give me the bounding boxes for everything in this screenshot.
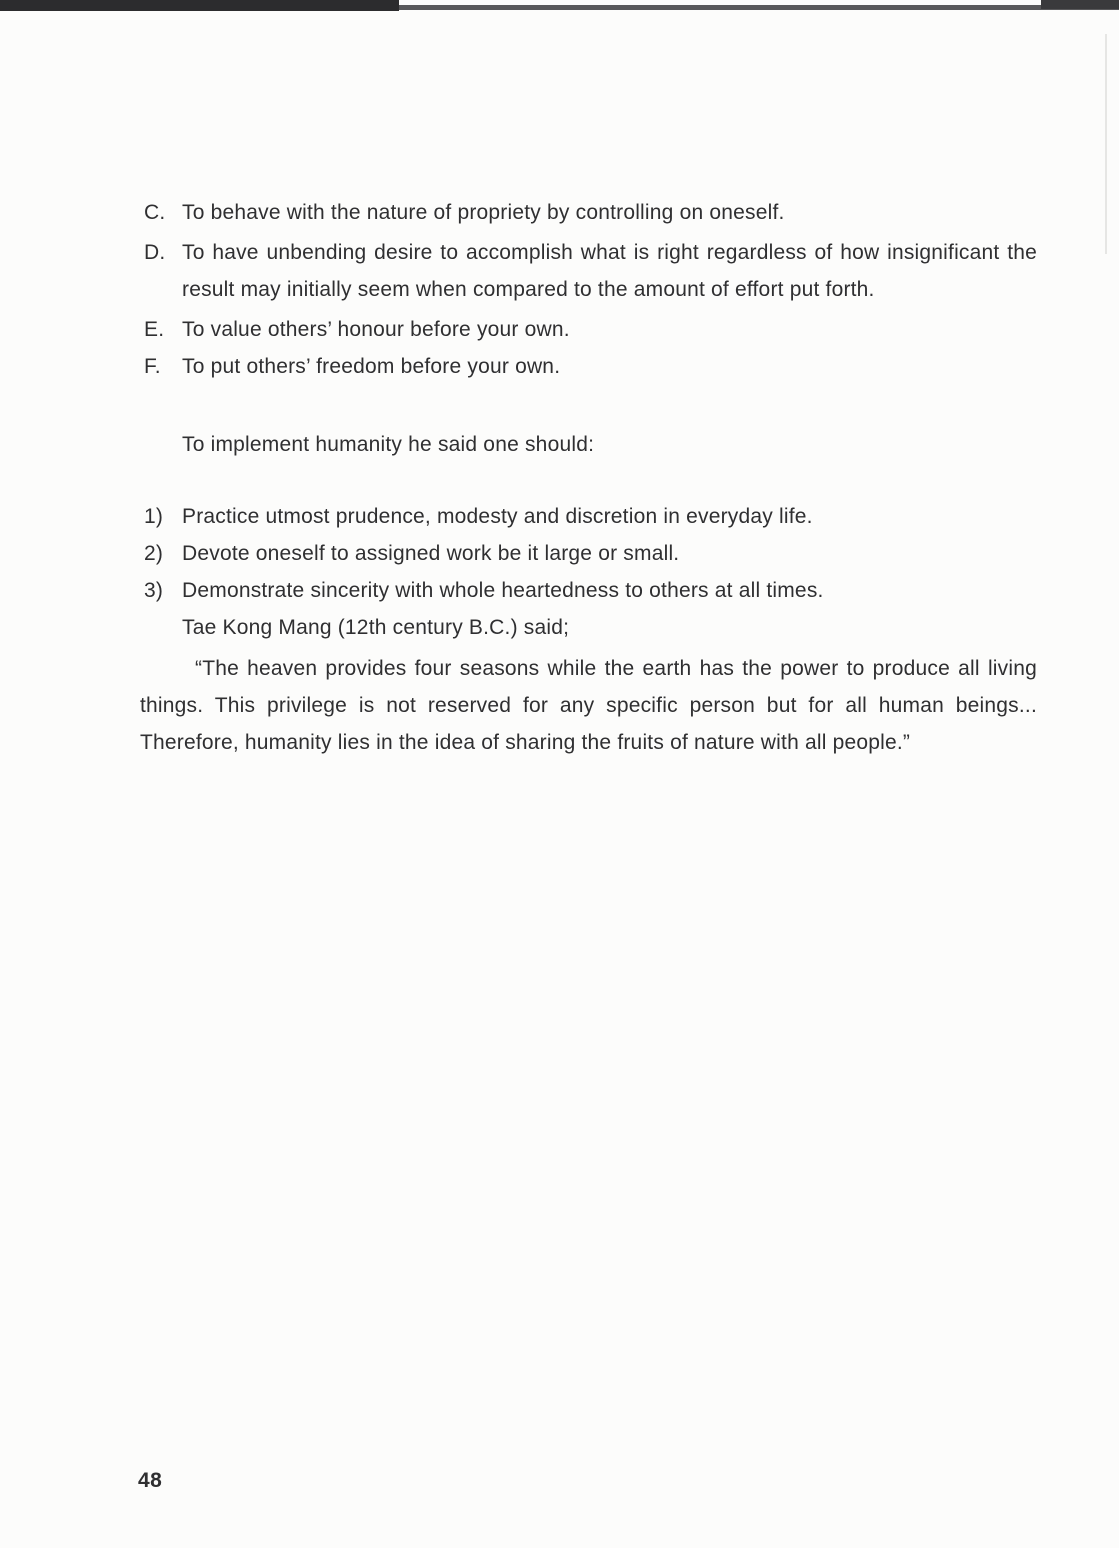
lettered-item-d (140, 234, 1037, 308)
intro-line: To implement humanity he said one should: (182, 433, 595, 456)
item-text: To have unbending desire to accomplish what is right regardless of how insignificant the result may initially seem when compared to the amount of effort put forth. (182, 241, 1037, 301)
item-text: Devote oneself to assigned work be it large or small. (182, 542, 680, 565)
page-content (140, 194, 1037, 761)
item-label: 3) (144, 579, 164, 602)
scan-artifact-right-edge-line (1105, 34, 1107, 254)
item-text: Practice utmost prudence, modesty and discretion in everyday life. (182, 505, 813, 528)
item-label: D. (144, 241, 166, 264)
item-text: Demonstrate sincerity with whole heartedness to others at all times. (182, 579, 824, 602)
item-label: 2) (144, 542, 164, 565)
numbered-list (140, 498, 1037, 646)
page-number: 48 (138, 1469, 163, 1492)
item-label: C. (144, 201, 166, 224)
attribution-line: Tae Kong Mang (12th century B.C.) said; (182, 616, 570, 639)
item-label: 1) (144, 505, 164, 528)
item-label: E. (144, 318, 165, 341)
scan-artifact-top-left-bar (0, 0, 399, 11)
lettered-item-c (140, 194, 1037, 231)
item-label: F. (144, 355, 161, 378)
quote-paragraph: “The heaven provides four seasons while the earth has the power to produce all living things. This privilege is not reserved for any specific person but for all human beings... Therefore, humanity lies in the idea of sharing the fruits of nature with all people.” (140, 657, 1037, 754)
numbered-item-2 (140, 535, 1037, 572)
item-text: To behave with the nature of propriety by controlling on oneself. (182, 201, 785, 224)
lettered-item-e (140, 311, 1037, 348)
item-text: To put others’ freedom before your own. (182, 355, 561, 378)
item-text: To value others’ honour before your own. (182, 318, 570, 341)
lettered-item-f (140, 348, 1037, 385)
scan-artifact-top-right-bar (1041, 0, 1119, 9)
numbered-item-1 (140, 498, 1037, 535)
numbered-item-3 (140, 572, 1037, 609)
